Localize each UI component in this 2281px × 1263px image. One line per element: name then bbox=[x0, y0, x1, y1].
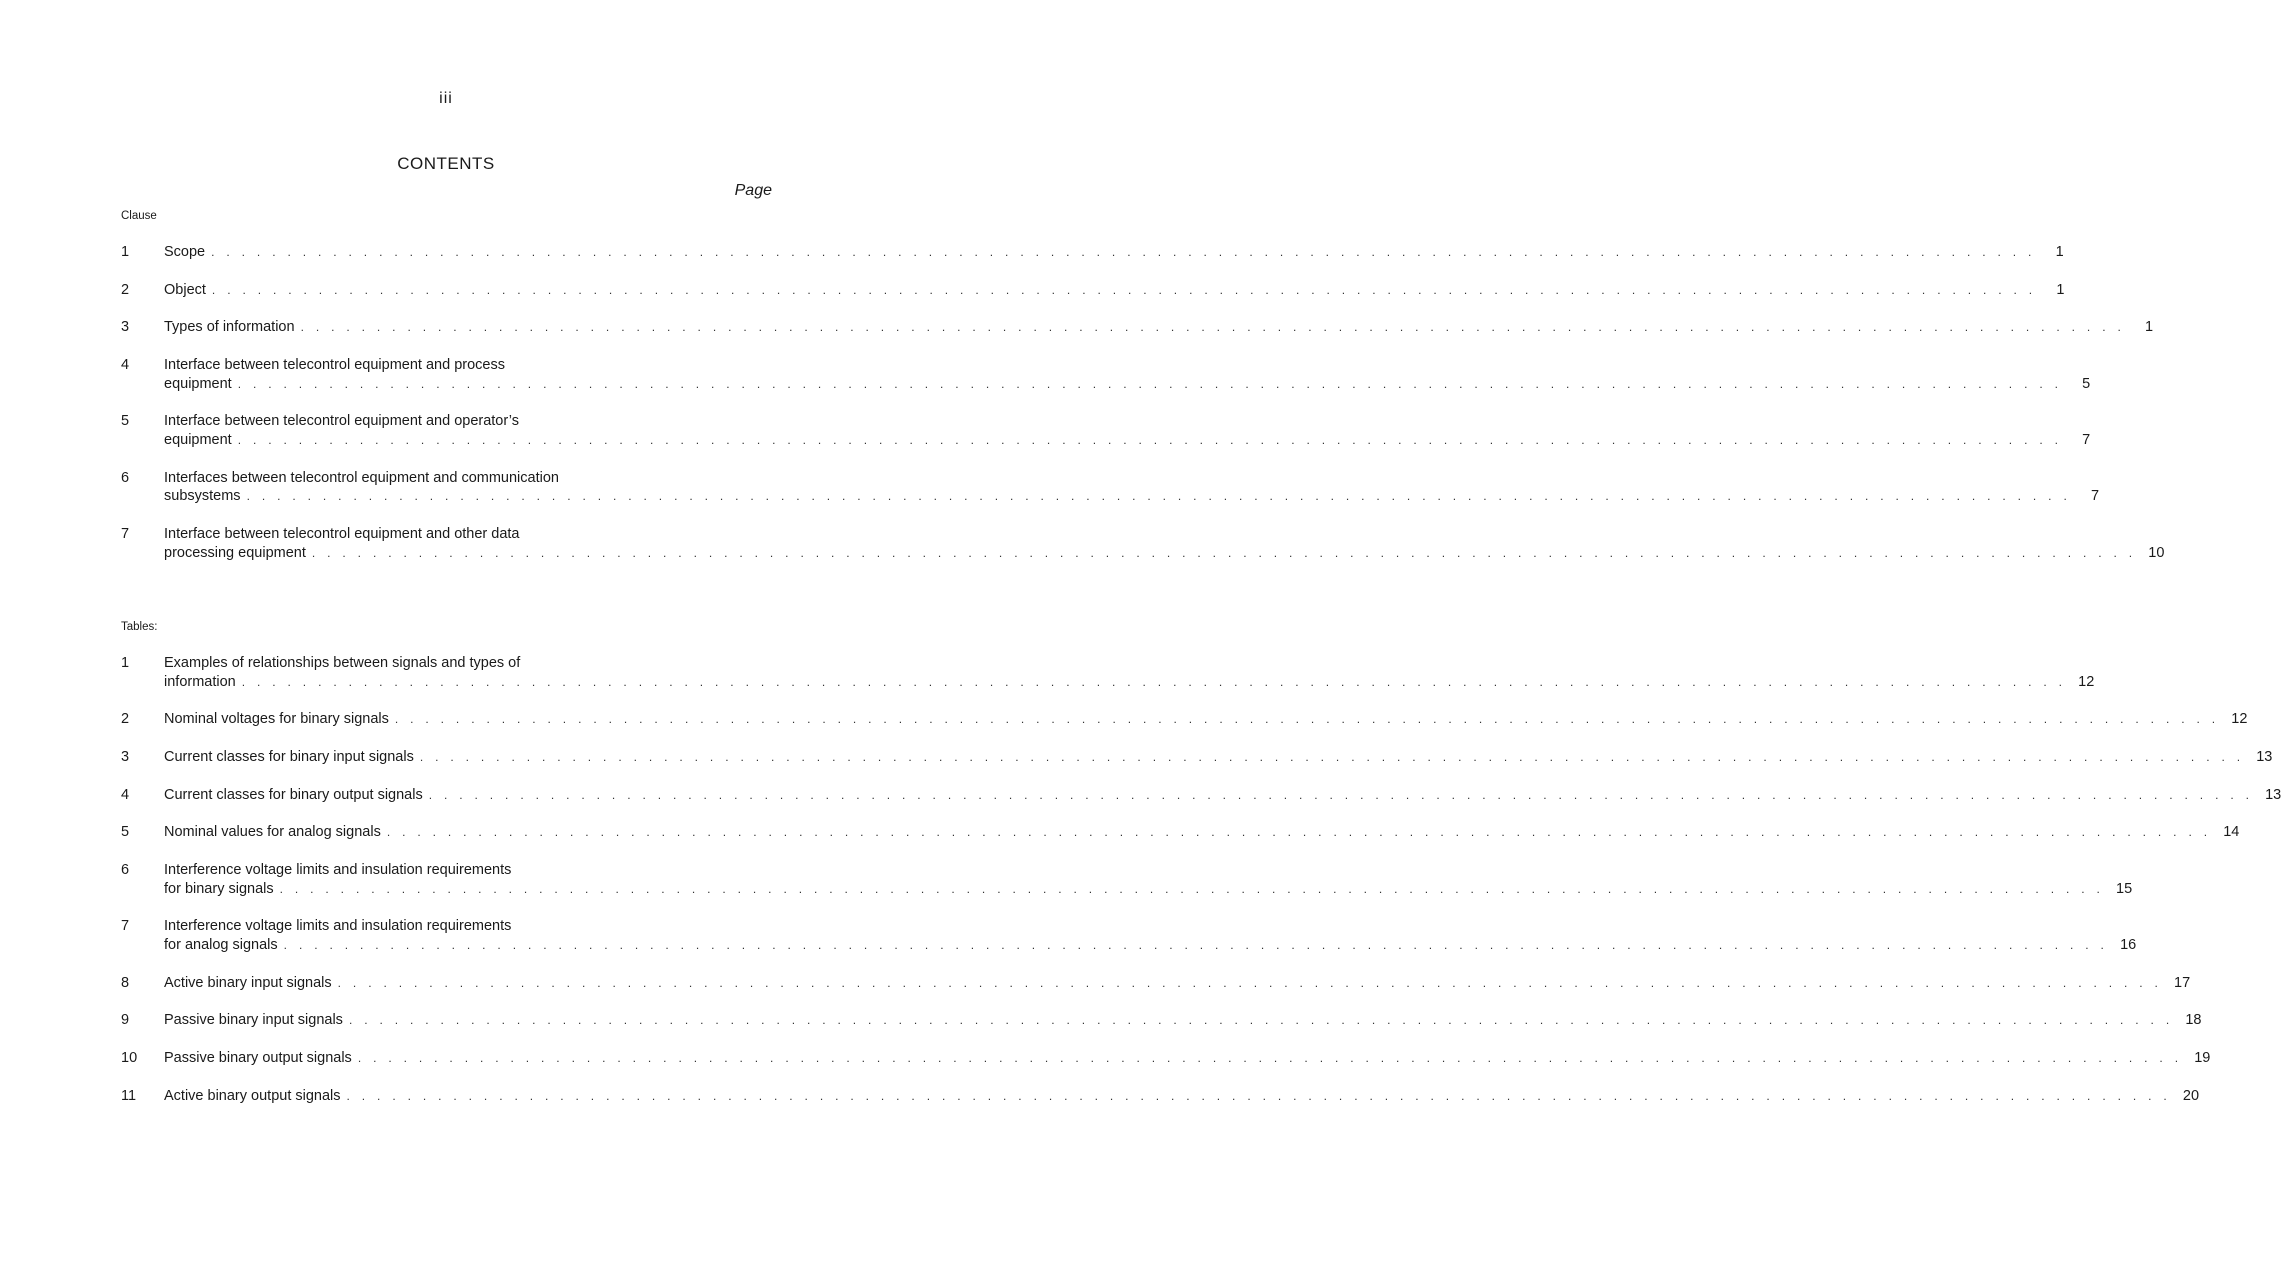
toc-page-number: 7 bbox=[2082, 431, 2091, 448]
toc-page-number: 14 bbox=[2223, 824, 2240, 841]
toc-entry-number: 9 bbox=[121, 1012, 130, 1029]
toc-entry[interactable] bbox=[121, 281, 2065, 300]
dot-leader: . . . . . . . . . . . . . . . . . . . . . . . . . . . . . . . . . . . . . . . . . . . . . . . . . . . . . . . . . . . . . . . . . . . . . . . . . . . . . . . . . . . . . . . . . . . . . . . . . . . . . . . . . . . . . . . . . . . . . . . . bbox=[211, 282, 2037, 297]
dot-leader: . . . . . . . . . . . . . . . . . . . . . . . . . . . . . . . . . . . . . . . . . . . . . . . . . . . . . . . . . . . . . . . . . . . . . . . . . . . . . . . . . . . . . . . . . . . . . . . . . . . . . . . . . . . . . . . . . . . . . . . . bbox=[311, 545, 2137, 560]
toc-entry[interactable] bbox=[121, 786, 2281, 805]
toc-page-number: 1 bbox=[2055, 244, 2064, 260]
page-column-heading: Page bbox=[734, 182, 772, 199]
toc-entry[interactable] bbox=[121, 412, 2091, 449]
toc-entry-number: 5 bbox=[121, 824, 130, 841]
toc-entry-title: Interfaces between telecontrol equipment and communication bbox=[164, 469, 559, 486]
contents-title: CONTENTS bbox=[397, 154, 495, 173]
toc-page-number: 1 bbox=[2145, 319, 2154, 336]
toc-entry[interactable] bbox=[121, 974, 2191, 993]
dot-leader: . . . . . . . . . . . . . . . . . . . . . . . . . . . . . . . . . . . . . . . . . . . . . . . . . . . . . . . . . . . . . . . . . . . . . . . . . . . . . . . . . . . . . . . . . . . . . . . . . . . . . . . . . . . . . . . . . . . . . . . . bbox=[337, 975, 2163, 990]
toc-entry-title: Passive binary input signals bbox=[164, 1012, 343, 1029]
dot-leader: . . . . . . . . . . . . . . . . . . . . . . . . . . . . . . . . . . . . . . . . . . . . . . . . . . . . . . . . . . . . . . . . . . . . . . . . . . . . . . . . . . . . . . . . . . . . . . . . . . . . . . . . . . . . . . . . . . . . . . . . bbox=[428, 787, 2254, 802]
toc-entry[interactable] bbox=[121, 861, 2133, 898]
toc-entry-title: for analog signals bbox=[164, 936, 278, 953]
toc-entry-number: 6 bbox=[121, 469, 130, 486]
toc-entry[interactable] bbox=[121, 469, 2100, 506]
toc-entry-number: 1 bbox=[121, 244, 130, 260]
toc-page-number: 16 bbox=[2120, 936, 2137, 953]
dot-leader: . . . . . . . . . . . . . . . . . . . . . . . . . . . . . . . . . . . . . . . . . . . . . . . . . . . . . . . . . . . . . . . . . . . . . . . . . . . . . . . . . . . . . . . . . . . . . . . . . . . . . . . . . . . . . . . . . . . . . . . . bbox=[237, 376, 2063, 391]
toc-entry-number: 4 bbox=[121, 786, 130, 803]
toc-entry-title: Interface between telecontrol equipment and operator’s bbox=[164, 413, 519, 430]
toc-entry-title: for binary signals bbox=[164, 880, 274, 897]
toc-entry-number: 2 bbox=[121, 711, 130, 728]
dot-leader: . . . . . . . . . . . . . . . . . . . . . . . . . . . . . . . . . . . . . . . . . . . . . . . . . . . . . . . . . . . . . . . . . . . . . . . . . . . . . . . . . . . . . . . . . . . . . . . . . . . . . . . . . . . . . . . . . . . . . . . . bbox=[348, 1013, 2174, 1028]
toc-entry[interactable] bbox=[121, 710, 2248, 729]
dot-leader: . . . . . . . . . . . . . . . . . . . . . . . . . . . . . . . . . . . . . . . . . . . . . . . . . . . . . . . . . . . . . . . . . . . . . . . . . . . . . . . . . . . . . . . . . . . . . . . . . . . . . . . . . . . . . . . . . . . . . . . . bbox=[346, 1088, 2172, 1103]
toc-entry-title: Nominal values for analog signals bbox=[164, 824, 381, 841]
toc-page-number: 10 bbox=[2148, 544, 2165, 561]
toc-entry-title: Examples of relationships between signals and types of bbox=[164, 655, 521, 671]
dot-leader: . . . . . . . . . . . . . . . . . . . . . . . . . . . . . . . . . . . . . . . . . . . . . . . . . . . . . . . . . . . . . . . . . . . . . . . . . . . . . . . . . . . . . . . . . . . . . . . . . . . . . . . . . . . . . . . . . . . . . . . . bbox=[394, 712, 2220, 727]
toc-entry[interactable] bbox=[121, 823, 2240, 842]
toc-entry-title: Interface between telecontrol equipment and process bbox=[164, 357, 505, 374]
tables-section-label: Tables: bbox=[121, 621, 158, 633]
toc-entry-number: 10 bbox=[121, 1050, 138, 1067]
toc-page-number: 18 bbox=[2185, 1012, 2202, 1029]
toc-entry-number: 3 bbox=[121, 319, 130, 336]
dot-leader: . . . . . . . . . . . . . . . . . . . . . . . . . . . . . . . . . . . . . . . . . . . . . . . . . . . . . . . . . . . . . . . . . . . . . . . . . . . . . . . . . . . . . . . . . . . . . . . . . . . . . . . . . . . . . . . . . . . . . . . . bbox=[237, 432, 2063, 447]
page-number: iii bbox=[439, 90, 453, 107]
dot-leader: . . . . . . . . . . . . . . . . . . . . . . . . . . . . . . . . . . . . . . . . . . . . . . . . . . . . . . . . . . . . . . . . . . . . . . . . . . . . . . . . . . . . . . . . . . . . . . . . . . . . . . . . . . . . . . . . . . . . . . . . bbox=[357, 1051, 2183, 1066]
toc-entry-title: subsystems bbox=[164, 488, 241, 505]
toc-entry-number: 5 bbox=[121, 413, 130, 430]
toc-entry-title: Active binary input signals bbox=[164, 974, 332, 991]
toc-page-number: 13 bbox=[2256, 749, 2273, 765]
toc-entry-number: 11 bbox=[121, 1087, 137, 1104]
toc-entry-number: 3 bbox=[121, 749, 130, 765]
toc-entry-number: 1 bbox=[121, 655, 130, 671]
toc-entry[interactable] bbox=[121, 654, 2095, 691]
toc-entry-title: Object bbox=[164, 281, 206, 298]
toc-entry-title: Scope bbox=[164, 244, 206, 260]
toc-entry[interactable] bbox=[121, 1087, 2200, 1106]
toc-page-number: 7 bbox=[2091, 488, 2100, 505]
dot-leader: . . . . . . . . . . . . . . . . . . . . . . . . . . . . . . . . . . . . . . . . . . . . . . . . . . . . . . . . . . . . . . . . . . . . . . . . . . . . . . . . . . . . . . . . . . . . . . . . . . . . . . . . . . . . . . . . . . . . . . . . bbox=[386, 825, 2212, 840]
toc-entry-title: Interface between telecontrol equipment and other data bbox=[164, 526, 520, 542]
toc-entry-number: 2 bbox=[121, 281, 130, 298]
toc-entry-title: Nominal voltages for binary signals bbox=[164, 711, 389, 728]
toc-entry[interactable] bbox=[121, 1049, 2211, 1068]
toc-entry[interactable] bbox=[121, 243, 2064, 262]
toc-entry-number: 7 bbox=[121, 918, 130, 935]
clause-section-label: Clause bbox=[121, 210, 157, 222]
toc-entry[interactable] bbox=[121, 748, 2273, 767]
toc-page-number: 5 bbox=[2082, 375, 2091, 392]
toc-page-number: 13 bbox=[2265, 786, 2281, 803]
toc-entry[interactable] bbox=[121, 356, 2091, 393]
toc-entry-title: equipment bbox=[164, 375, 232, 392]
dot-leader: . . . . . . . . . . . . . . . . . . . . . . . . . . . . . . . . . . . . . . . . . . . . . . . . . . . . . . . . . . . . . . . . . . . . . . . . . . . . . . . . . . . . . . . . . . . . . . . . . . . . . . . . . . . . . . . . . . . . . . . . bbox=[300, 320, 2126, 335]
toc-entry[interactable] bbox=[121, 525, 2165, 562]
toc-page-number: 17 bbox=[2174, 974, 2191, 991]
dot-leader: . . . . . . . . . . . . . . . . . . . . . . . . . . . . . . . . . . . . . . . . . . . . . . . . . . . . . . . . . . . . . . . . . . . . . . . . . . . . . . . . . . . . . . . . . . . . . . . . . . . . . . . . . . . . . . . . . . . . . . . . bbox=[419, 750, 2245, 764]
toc-entry-title: Interference voltage limits and insulation requirements bbox=[164, 918, 512, 935]
toc-entry-title: Current classes for binary input signals bbox=[164, 749, 414, 765]
toc-entry-title: processing equipment bbox=[164, 544, 306, 561]
toc-entry[interactable] bbox=[121, 917, 2137, 954]
toc-page-number: 15 bbox=[2116, 880, 2133, 897]
toc-entry-number: 8 bbox=[121, 974, 130, 991]
toc-page-number: 19 bbox=[2194, 1050, 2211, 1067]
toc-entry[interactable] bbox=[121, 318, 2154, 337]
toc-entry-title: Types of information bbox=[164, 319, 295, 336]
toc-entry-title: Current classes for binary output signals bbox=[164, 786, 423, 803]
dot-leader: . . . . . . . . . . . . . . . . . . . . . . . . . . . . . . . . . . . . . . . . . . . . . . . . . . . . . . . . . . . . . . . . . . . . . . . . . . . . . . . . . . . . . . . . . . . . . . . . . . . . . . . . . . . . . . . . . . . . . . . . bbox=[283, 937, 2109, 952]
toc-entry-title: Active binary output signals bbox=[164, 1087, 341, 1104]
toc-entry-number: 4 bbox=[121, 357, 130, 374]
toc-entry-title: Passive binary output signals bbox=[164, 1050, 352, 1067]
dot-leader: . . . . . . . . . . . . . . . . . . . . . . . . . . . . . . . . . . . . . . . . . . . . . . . . . . . . . . . . . . . . . . . . . . . . . . . . . . . . . . . . . . . . . . . . . . . . . . . . . . . . . . . . . . . . . . . . . . . . . . . . bbox=[279, 881, 2105, 896]
toc-entry-title: information bbox=[164, 673, 236, 690]
toc-entry-title: Interference voltage limits and insulation requirements bbox=[164, 862, 512, 879]
toc-page-number: 12 bbox=[2078, 673, 2095, 690]
toc-page-number: 12 bbox=[2231, 711, 2248, 728]
toc-page-number: 1 bbox=[2056, 281, 2065, 298]
toc-entry-number: 7 bbox=[121, 526, 130, 542]
toc-entry[interactable] bbox=[121, 1011, 2202, 1030]
toc-page-number: 20 bbox=[2182, 1087, 2200, 1104]
dot-leader: . . . . . . . . . . . . . . . . . . . . . . . . . . . . . . . . . . . . . . . . . . . . . . . . . . . . . . . . . . . . . . . . . . . . . . . . . . . . . . . . . . . . . . . . . . . . . . . . . . . . . . . . . . . . . . . . . . . . . . . . bbox=[246, 489, 2072, 504]
toc-entry-title: equipment bbox=[164, 431, 232, 448]
dot-leader: . . . . . . . . . . . . . . . . . . . . . . . . . . . . . . . . . . . . . . . . . . . . . . . . . . . . . . . . . . . . . . . . . . . . . . . . . . . . . . . . . . . . . . . . . . . . . . . . . . . . . . . . . . . . . . . . . . . . . . . . bbox=[211, 245, 2036, 259]
dot-leader: . . . . . . . . . . . . . . . . . . . . . . . . . . . . . . . . . . . . . . . . . . . . . . . . . . . . . . . . . . . . . . . . . . . . . . . . . . . . . . . . . . . . . . . . . . . . . . . . . . . . . . . . . . . . . . . . . . . . . . . . bbox=[241, 674, 2067, 689]
toc-entry-number: 6 bbox=[121, 862, 130, 879]
